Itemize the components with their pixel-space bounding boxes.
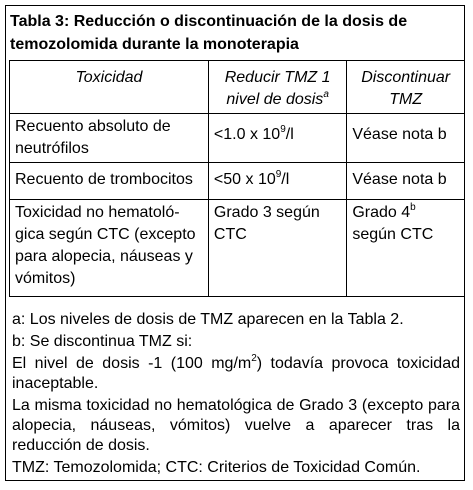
table-title [10,10,460,56]
header-discontinuar: Discontinuar TMZ [347,61,465,114]
table-row [10,114,465,163]
footnote-b: b: Se discontinua TMZ si: [12,333,193,350]
footnote-a: a: Los niveles de dosis de TMZ aparecen en la Tabla 2. [12,311,404,328]
table-title-line-2: temozolomida durante la monoterapia [10,36,299,53]
header-toxicidad: Toxicidad [10,61,209,114]
cell-reduce: <50 x $10^9/l$ [208,163,346,200]
cell-toxicity: Toxicidad no hematoló- gica según CTC (excepto para alopecia, náuseas y vómitos) [10,200,209,297]
footnote-b-condition-1: El nivel de dosis -1 (100 $mg/m^2$) todavía provoca toxicidad inaceptable. [12,352,461,392]
table-row [10,200,465,297]
table-footnotes [12,310,460,480]
table-header-row [10,61,465,114]
cell-discontinue: Véase nota b [347,114,465,163]
cell-reduce: Grado 3 según CTC [208,200,346,297]
table-row [10,163,465,200]
cell-discontinue: Véase nota b [347,163,465,200]
footnote-abbreviations: TMZ: Temozolomida; CTC: Criterios de Toxicidad Común. [12,459,421,476]
header-reducir: Reducir TMZ 1 nivel de dosis$^a$ [208,61,346,114]
cell-reduce: <1.0 x $10^9/l$ [208,114,346,163]
cell-discontinue: Grado 4$^b$ según CTC [347,200,465,297]
toxicity-table [9,60,465,297]
table-title-line-1: Tabla 3: Reducción o discontinuación de la dosis de [10,13,408,30]
cell-toxicity: Recuento de trombocitos [10,163,209,200]
cell-toxicity: Recuento absoluto de neutrófilos [10,114,209,163]
footnote-b-condition-2: La misma toxicidad no hematológica de Grado 3 (excepto para alopecia, náuseas, vómitos) vuelve a aparecer tras la reducción de dosis. [12,397,460,454]
